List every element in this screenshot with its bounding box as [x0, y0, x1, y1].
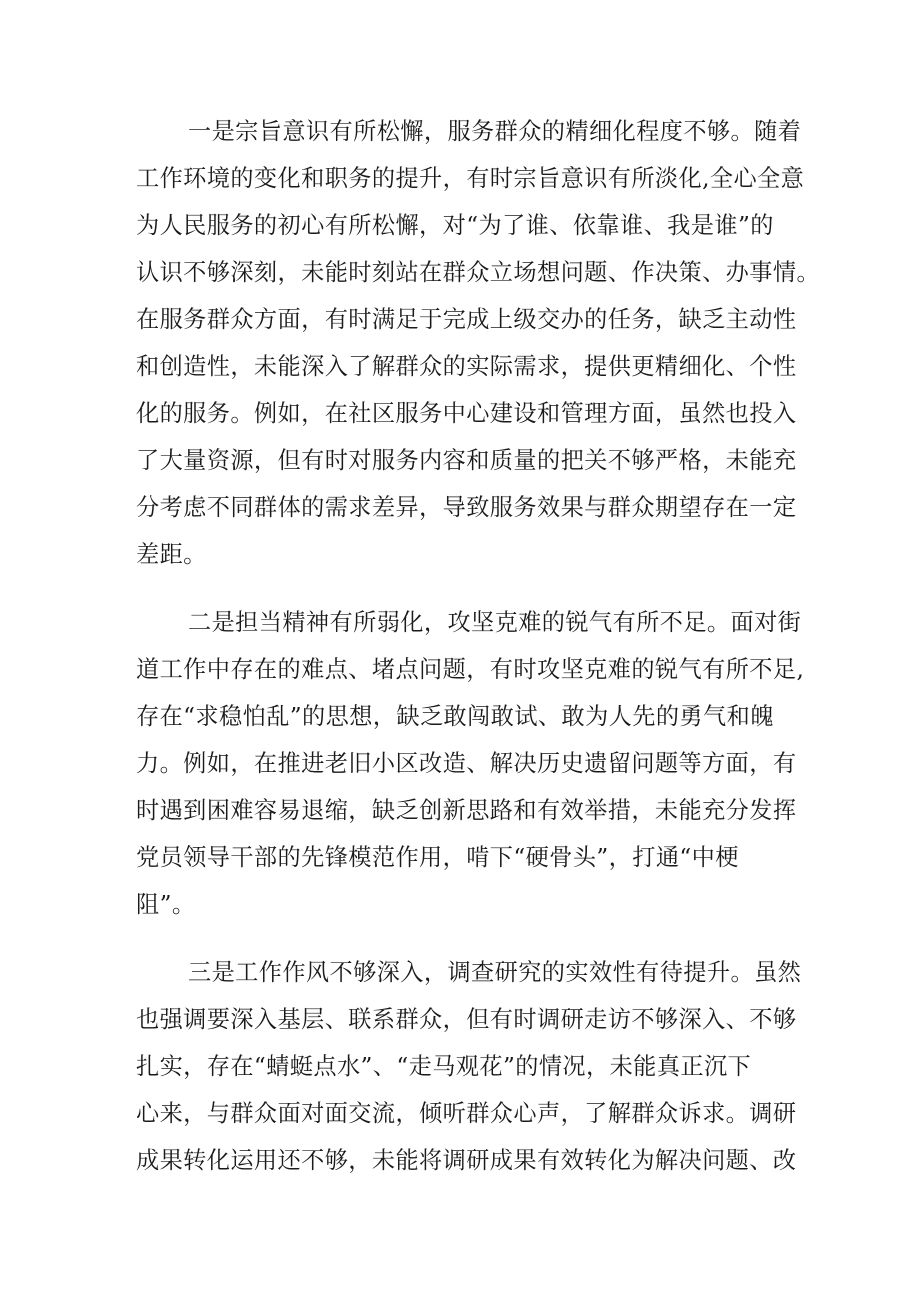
text-line: 在服务群众方面，有时满足于完成上级交办的任务，缺乏主动性 — [136, 306, 797, 333]
text-line: 为人民服务的初心有所松懈，对“为了谁、依靠谁、我是谁”的 — [136, 212, 774, 239]
text-line: 分考虑不同群体的需求差异，导致服务效果与群众期望存在一定 — [136, 494, 797, 521]
text-line: 成果转化运用还不够，未能将调研成果有效转化为解决问题、改 — [136, 1147, 797, 1174]
document-body — [136, 108, 821, 1184]
text-line: 认识不够深刻，未能时刻站在群众立场想问题、作决策、办事情。 — [136, 259, 821, 286]
text-line: 和创造性，未能深入了解群众的实际需求，提供更精细化、个性 — [136, 353, 797, 380]
text-line: 道工作中存在的难点、堵点问题，有时攻坚克难的锐气有所不足, — [136, 656, 805, 683]
text-line: 党员领导干部的先锋模范作用，啃下“硬骨头”，打通“中梗 — [136, 844, 739, 871]
text-line: 一是宗旨意识有所松懈，服务群众的精细化程度不够。随着 — [188, 118, 802, 145]
text-line: 差距。 — [136, 541, 207, 568]
text-line: 心来，与群众面对面交流，倾听群众心声，了解群众诉求。调研 — [136, 1100, 797, 1127]
text-line: 存在“求稳怕乱”的思想，缺乏敢闯敢试、敢为人先的勇气和魄 — [136, 703, 774, 730]
text-line: 工作环境的变化和职务的提升，有时宗旨意识有所淡化,全心全意 — [136, 165, 805, 192]
text-line: 阻”。 — [136, 891, 196, 918]
text-line: 二是担当精神有所弱化，攻坚克难的锐气有所不足。面对街 — [188, 609, 802, 636]
text-line: 扎实，存在“蜻蜓点水”、“走马观花”的情况，未能真正沉下 — [136, 1053, 752, 1080]
text-line: 力。例如，在推进老旧小区改造、解决历史遗留问题等方面，有 — [136, 750, 797, 777]
paragraph-3 — [136, 949, 802, 1184]
text-line: 了大量资源，但有时对服务内容和质量的把关不够严格，未能充 — [136, 447, 797, 474]
text-line: 时遇到困难容易退缩，缺乏创新思路和有效举措，未能充分发挥 — [136, 797, 797, 824]
text-line: 三是工作作风不够深入，调查研究的实效性有待提升。虽然 — [188, 959, 802, 986]
paragraph-1 — [136, 108, 821, 578]
text-line: 也强调要深入基层、联系群众，但有时调研走访不够深入、不够 — [136, 1006, 797, 1033]
text-line: 化的服务。例如，在社区服务中心建设和管理方面，虽然也投入 — [136, 400, 797, 427]
paragraph-2 — [136, 599, 805, 928]
